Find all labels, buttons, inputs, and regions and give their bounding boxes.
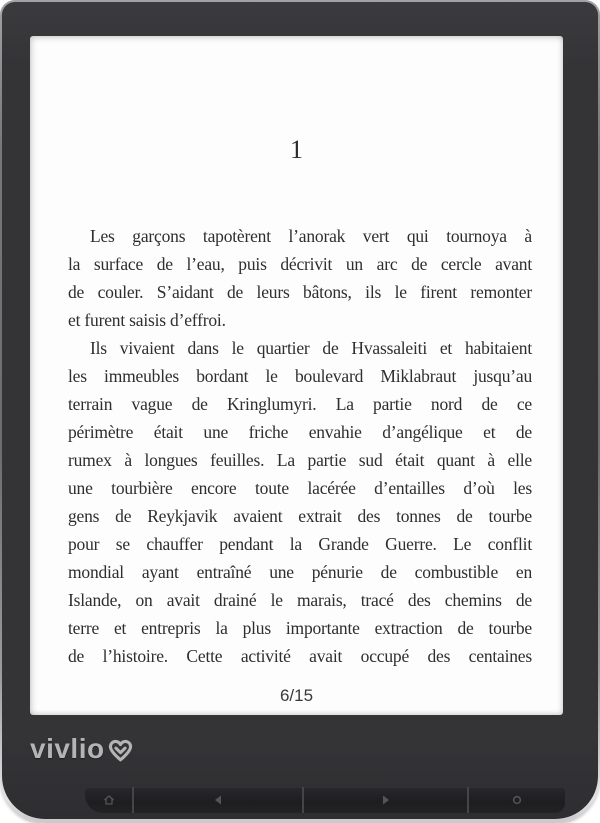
home-button[interactable] [85,787,132,813]
button-strip [85,787,565,813]
brand-wordmark: vivlio [30,733,105,764]
text-line: une tourbière encore toute lacérée d’entailles d’où les [68,478,532,498]
text-line: de couler. S’aidant de leurs bâtons, ils le firent remonter [68,282,532,302]
text-line: et furent saisis d’effroi. [68,310,226,330]
brand-logo [30,731,134,767]
arrow-right-icon [381,794,391,806]
text-line: périmètre était une friche envahie d’angélique et de [68,422,532,442]
text-line: la surface de l’eau, puis décrivit un arc de cercle avant [68,254,532,274]
circle-icon [511,794,523,806]
text-line: terrain vague de Kringlumyri. La partie nord de ce [68,394,532,414]
home-icon [103,794,115,806]
page-indicator: 6/15 [279,686,314,705]
text-line: pour se chauffer pendant la Grande Guerre. Le conflit [68,534,532,554]
text-line: Islande, on avait drainé le marais, tracé des chemins de [68,590,532,610]
previous-page-button[interactable] [132,787,302,813]
text-line: Ils vivaient dans le quartier de Hvassaleiti et habitaient [90,338,532,358]
text-line: Les garçons tapotèrent l’anorak vert qui tournoya à [90,226,532,246]
next-page-button[interactable] [302,787,467,813]
text-line: terre et entrepris la plus importante extraction de tourbe [68,618,532,638]
chapter-number: 1 [290,135,303,164]
menu-button[interactable] [467,787,565,813]
page-text [30,222,563,670]
text-line: gens de Reykjavik avaient extrait des tonnes de tourbe [68,506,532,526]
text-line: rumex à longues feuilles. La partie sud était quant à elle [68,450,532,470]
arrow-left-icon [213,794,223,806]
text-line: de l’histoire. Cette activité avait occupé des centaines [68,646,532,666]
text-line: les immeubles bordant le boulevard Miklabraut jusqu’au [68,366,532,386]
ereader-screen[interactable] [30,36,563,715]
text-line: mondial ayant entraîné une pénurie de combustible en [68,562,532,582]
heart-check-icon [107,738,134,763]
